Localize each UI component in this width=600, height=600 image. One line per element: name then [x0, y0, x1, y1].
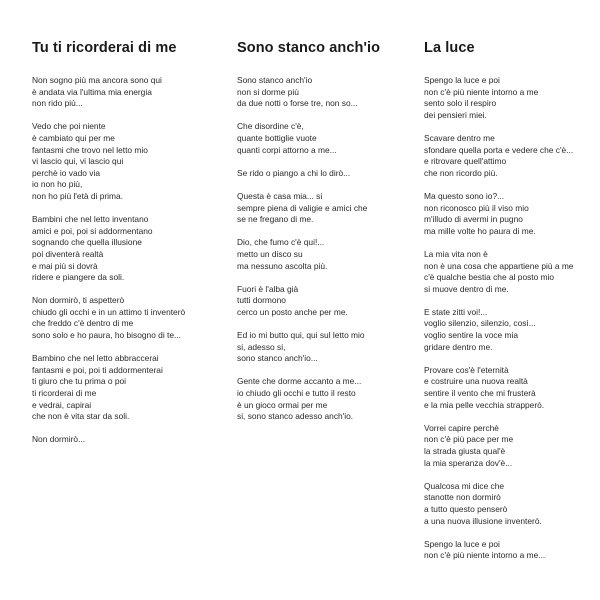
stanza [32, 434, 222, 446]
lyric-line: Non dormirò, ti aspetterò [32, 295, 125, 306]
lyric-line: Sono stanco anch'io [237, 75, 313, 85]
lyric-line: Bambini che nel letto inventano [32, 214, 149, 225]
lyric-line: quante bottiglie vuote [237, 132, 317, 143]
lyric-line: Non sogno più ma ancora sono qui [32, 75, 162, 85]
stanza [32, 121, 222, 202]
stanza [424, 423, 594, 469]
lyric-line: Scavare dentro me [424, 132, 495, 143]
lyric-line: Che disordine c'è, [237, 121, 304, 132]
lyric-line: ti giuro che tu prima o poi [32, 376, 127, 387]
stanza [237, 284, 407, 319]
lyric-line: a una nuova illusione inventerò. [424, 515, 542, 526]
lyric-line: che freddo c'è dentro di me [32, 318, 134, 329]
lyric-line: Ma questo sono io?... [424, 190, 505, 201]
lyric-line: La mia vita non è [424, 248, 488, 259]
stanza [32, 353, 222, 423]
lyric-line: a tutto questo penserò [424, 503, 508, 514]
lyric-line: Vedo che poi niente [32, 121, 106, 132]
stanza [237, 376, 407, 422]
lyric-line: chiudo gli occhi e in un attimo ti inventerò [32, 306, 186, 317]
lyric-line: voglio silenzio, silenzio, così... [424, 318, 536, 329]
lyric-line: e ritrovare quell'attimo [424, 156, 507, 167]
lyric-line: Spengo la luce e poi [424, 75, 500, 85]
lyric-line: Dio, che fumo c'è qui!... [237, 237, 325, 248]
lyric-line: e mai più si dovrà [32, 260, 98, 271]
lyric-line: e vedrai, capirai [32, 399, 92, 410]
lyric-line: sono stanco anch'io... [237, 353, 318, 364]
lyric-line: fantasmi e poi, poi ti addormenterai [32, 364, 163, 375]
stanza [237, 237, 407, 272]
stanza [424, 249, 594, 295]
lyric-line: io non ho più, [32, 179, 83, 190]
lyric-line: la mia speranza dov'è... [424, 457, 513, 468]
stanza [424, 191, 594, 237]
lyric-line: Bambino che nel letto abbraccerai [32, 353, 159, 364]
lyric-line: voglio sentire la voce mia [424, 330, 519, 341]
lyric-line: non è una cosa che appartiene più a me [424, 260, 574, 271]
lyric-line: Se rido o piango a chi lo dirò... [237, 167, 351, 178]
lyric-line: si, adesso si, [237, 341, 286, 352]
stanza [424, 75, 594, 121]
lyric-line: quanti corpi attorno a me... [237, 144, 337, 155]
stanza [424, 481, 594, 527]
lyric-line: se ne fregano di me. [237, 214, 314, 225]
lyric-line: Vorrei capire perchè [424, 422, 499, 433]
lyric-line: si muove dentro di me. [424, 283, 509, 294]
song-column-3 [424, 40, 594, 574]
lyric-line: non c'è più pace per me [424, 434, 514, 445]
lyric-line: io chiudo gli occhi e tutto il resto [237, 388, 356, 399]
song-column-2 [237, 40, 407, 434]
stanza [32, 75, 222, 110]
lyric-line: non ho più l'età di prima. [32, 190, 123, 201]
lyric-line: Non dormirò... [32, 434, 86, 445]
lyric-line: c'è qualche bestia che al posto mio [424, 272, 555, 283]
stanza [424, 307, 594, 353]
lyric-line: che non ricordo più. [424, 167, 498, 178]
stanza [424, 539, 594, 562]
lyric-line: che non è vita star da soli. [32, 411, 130, 422]
stanza [237, 191, 407, 226]
lyric-line: Gente che dorme accanto a me... [237, 376, 362, 387]
lyric-line: sognando che quella illusione [32, 237, 142, 248]
lyric-line: tutti dormono [237, 295, 286, 306]
lyric-line: sono solo e ho paura, ho bisogno di te... [32, 330, 181, 341]
song-column-1 [32, 40, 222, 458]
lyric-line: non rido più... [32, 98, 83, 109]
lyric-line: e costruire una nuova realtà [424, 376, 528, 387]
lyric-line: vi lascio qui, vi lascio qui [32, 156, 124, 167]
lyric-line: ma mille volte ho paura di me. [424, 225, 536, 236]
lyric-line: da due notti o forse tre, non so... [237, 98, 358, 109]
lyric-line: Fuori è l'alba già [237, 283, 299, 294]
lyric-line: metto un disco su [237, 248, 303, 259]
lyric-line: è cambiato qui per me [32, 132, 115, 143]
lyric-line: stanotte non dormirò [424, 492, 501, 503]
lyric-line: Spengo la luce e poi [424, 538, 500, 549]
lyric-line: poi diventerà realtà [32, 248, 104, 259]
lyric-line: non riconosco più il viso mio [424, 202, 529, 213]
song-title: Sono stanco anch'io [237, 40, 381, 56]
lyric-line: non c'è più niente intorno a me... [424, 550, 546, 561]
lyric-line: si, sono stanco adesso anch'io. [237, 411, 354, 422]
stanza [237, 330, 407, 365]
stanza [237, 121, 407, 156]
stanza [32, 214, 222, 284]
lyric-line: sentire il vento che mi frusterà [424, 388, 536, 399]
lyric-line: sento solo il respiro [424, 98, 497, 109]
lyric-line: sempre piena di valigie e amici che [237, 202, 368, 213]
stanza [424, 365, 594, 411]
lyric-line: Provare cos'è l'eternità [424, 364, 509, 375]
lyric-line: amici e poi, poi si addormentano [32, 225, 153, 236]
lyric-line: è un gioco ormai per me [237, 399, 328, 410]
lyric-line: è andata via l'ultima mia energia [32, 86, 152, 97]
lyric-line: Ed io mi butto qui, qui sul letto mio [237, 330, 365, 341]
song-title: La luce [424, 40, 475, 56]
lyric-line: ridere e piangere da soli. [32, 272, 125, 283]
lyric-line: ma nessuno ascolta più. [237, 260, 328, 271]
lyric-line: e la mia pelle vecchia strapperò. [424, 399, 545, 410]
lyric-line: non c'è più niente intorno a me [424, 86, 539, 97]
lyric-line: perchè io vado via [32, 167, 100, 178]
stanza [237, 168, 407, 180]
lyric-line: la strada giusta qual'è [424, 446, 506, 456]
stanza [237, 75, 407, 110]
lyric-line: gridare dentro me. [424, 341, 493, 352]
lyric-line: ti ricorderai di me [32, 388, 97, 399]
lyric-line: E state zitti voi!... [424, 306, 488, 317]
lyric-line: sfondare quella porta e vedere che c'è... [424, 144, 574, 155]
lyric-line: dei pensieri miei. [424, 109, 487, 120]
lyric-line: non si dorme più [237, 86, 299, 97]
lyric-line: m'illudo di avermi in pugno [424, 214, 523, 225]
lyric-line: Questa è casa mia... si [237, 190, 323, 201]
lyric-line: cerco un posto anche per me. [237, 306, 348, 317]
stanza [32, 295, 222, 341]
stanza [424, 133, 594, 179]
lyric-line: fantasmi che trovo nel letto mio [32, 144, 148, 155]
song-title: Tu ti ricorderai di me [32, 40, 177, 56]
lyric-line: Qualcosa mi dice che [424, 480, 505, 491]
